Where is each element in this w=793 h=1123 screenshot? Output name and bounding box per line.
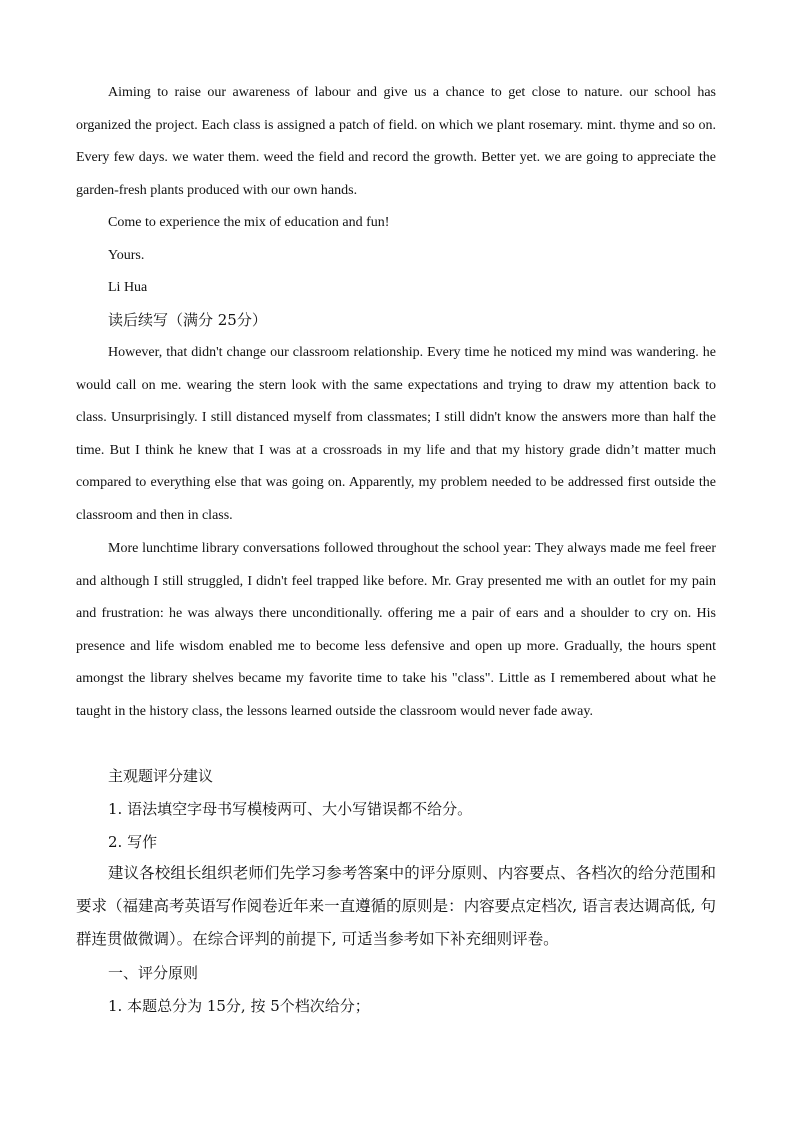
letter-paragraph: Aiming to raise our awareness of labour and give us a chance to get close to nature. our school has organized the project. Each class is assigned a patch of field. on which we plant rosemary. mint. thyme and so on. Every few days. we water them. weed the field and record the growth. Better yet. we are going to appreciate the garden-fresh plants produced with our own hands. bbox=[76, 85, 716, 198]
letter-closing: Yours. bbox=[108, 248, 145, 263]
grading-heading: 主观题评分建议 bbox=[108, 767, 214, 785]
grading-item-2: 2. 写作 bbox=[108, 833, 158, 851]
grading-item-1: 1. 语法填空字母书写模棱两可、大小写错误都不给分。 bbox=[108, 800, 473, 818]
grading-section-1: 一、评分原则 bbox=[108, 964, 199, 982]
continuation-heading: 读后续写（满分 25分） bbox=[108, 311, 267, 329]
continuation-paragraph-2: More lunchtime library conversations followed throughout the school year: They always made me feel freer and although I still struggled, I didn't feel trapped like before. Mr. Gray presented me with an outlet for my pain and frustration: he was always there unconditionally. offering me a pair of ears and a shoulder to cry on. His presence and life wisdom enabled me to become less defensive and open up more. Gradually, the hours spent amongst the library shelves became my favorite time to take his "class". Little as I remembered about what he taught in the history class, the lessons learned outside the classroom would never fade away. bbox=[76, 541, 716, 719]
grading-rule-1: 1. 本题总分为 15分, 按 5个档次给分； bbox=[108, 997, 370, 1015]
continuation-paragraph-1: However, that didn't change our classroom relationship. Every time he noticed my mind was wandering. he would call on me. wearing the stern look with the same expectations and trying to draw my attention back to class. Unsurprisingly. I still distanced myself from classmates; I still didn't know the answers more than half the time. But I think he knew that I was at a crossroads in my life and that my history grade didn’t matter much compared to everything else that was going on. Apparently, my problem needed to be addressed first outside the classroom and then in class. bbox=[76, 345, 716, 523]
letter-invitation: Come to experience the mix of education and fun! bbox=[108, 215, 390, 230]
letter-signature: Li Hua bbox=[108, 280, 148, 295]
grading-paragraph: 建议各校组长组织老师们先学习参考答案中的评分原则、内容要点、各档次的给分范围和要求（福建高考英语写作阅卷近年来一直遵循的原则是：内容要点定档次, 语言表达调高低, 句群连贯做微调）。在综合评判的前提下, 可适当参考如下补充细则评卷。 bbox=[76, 864, 716, 948]
